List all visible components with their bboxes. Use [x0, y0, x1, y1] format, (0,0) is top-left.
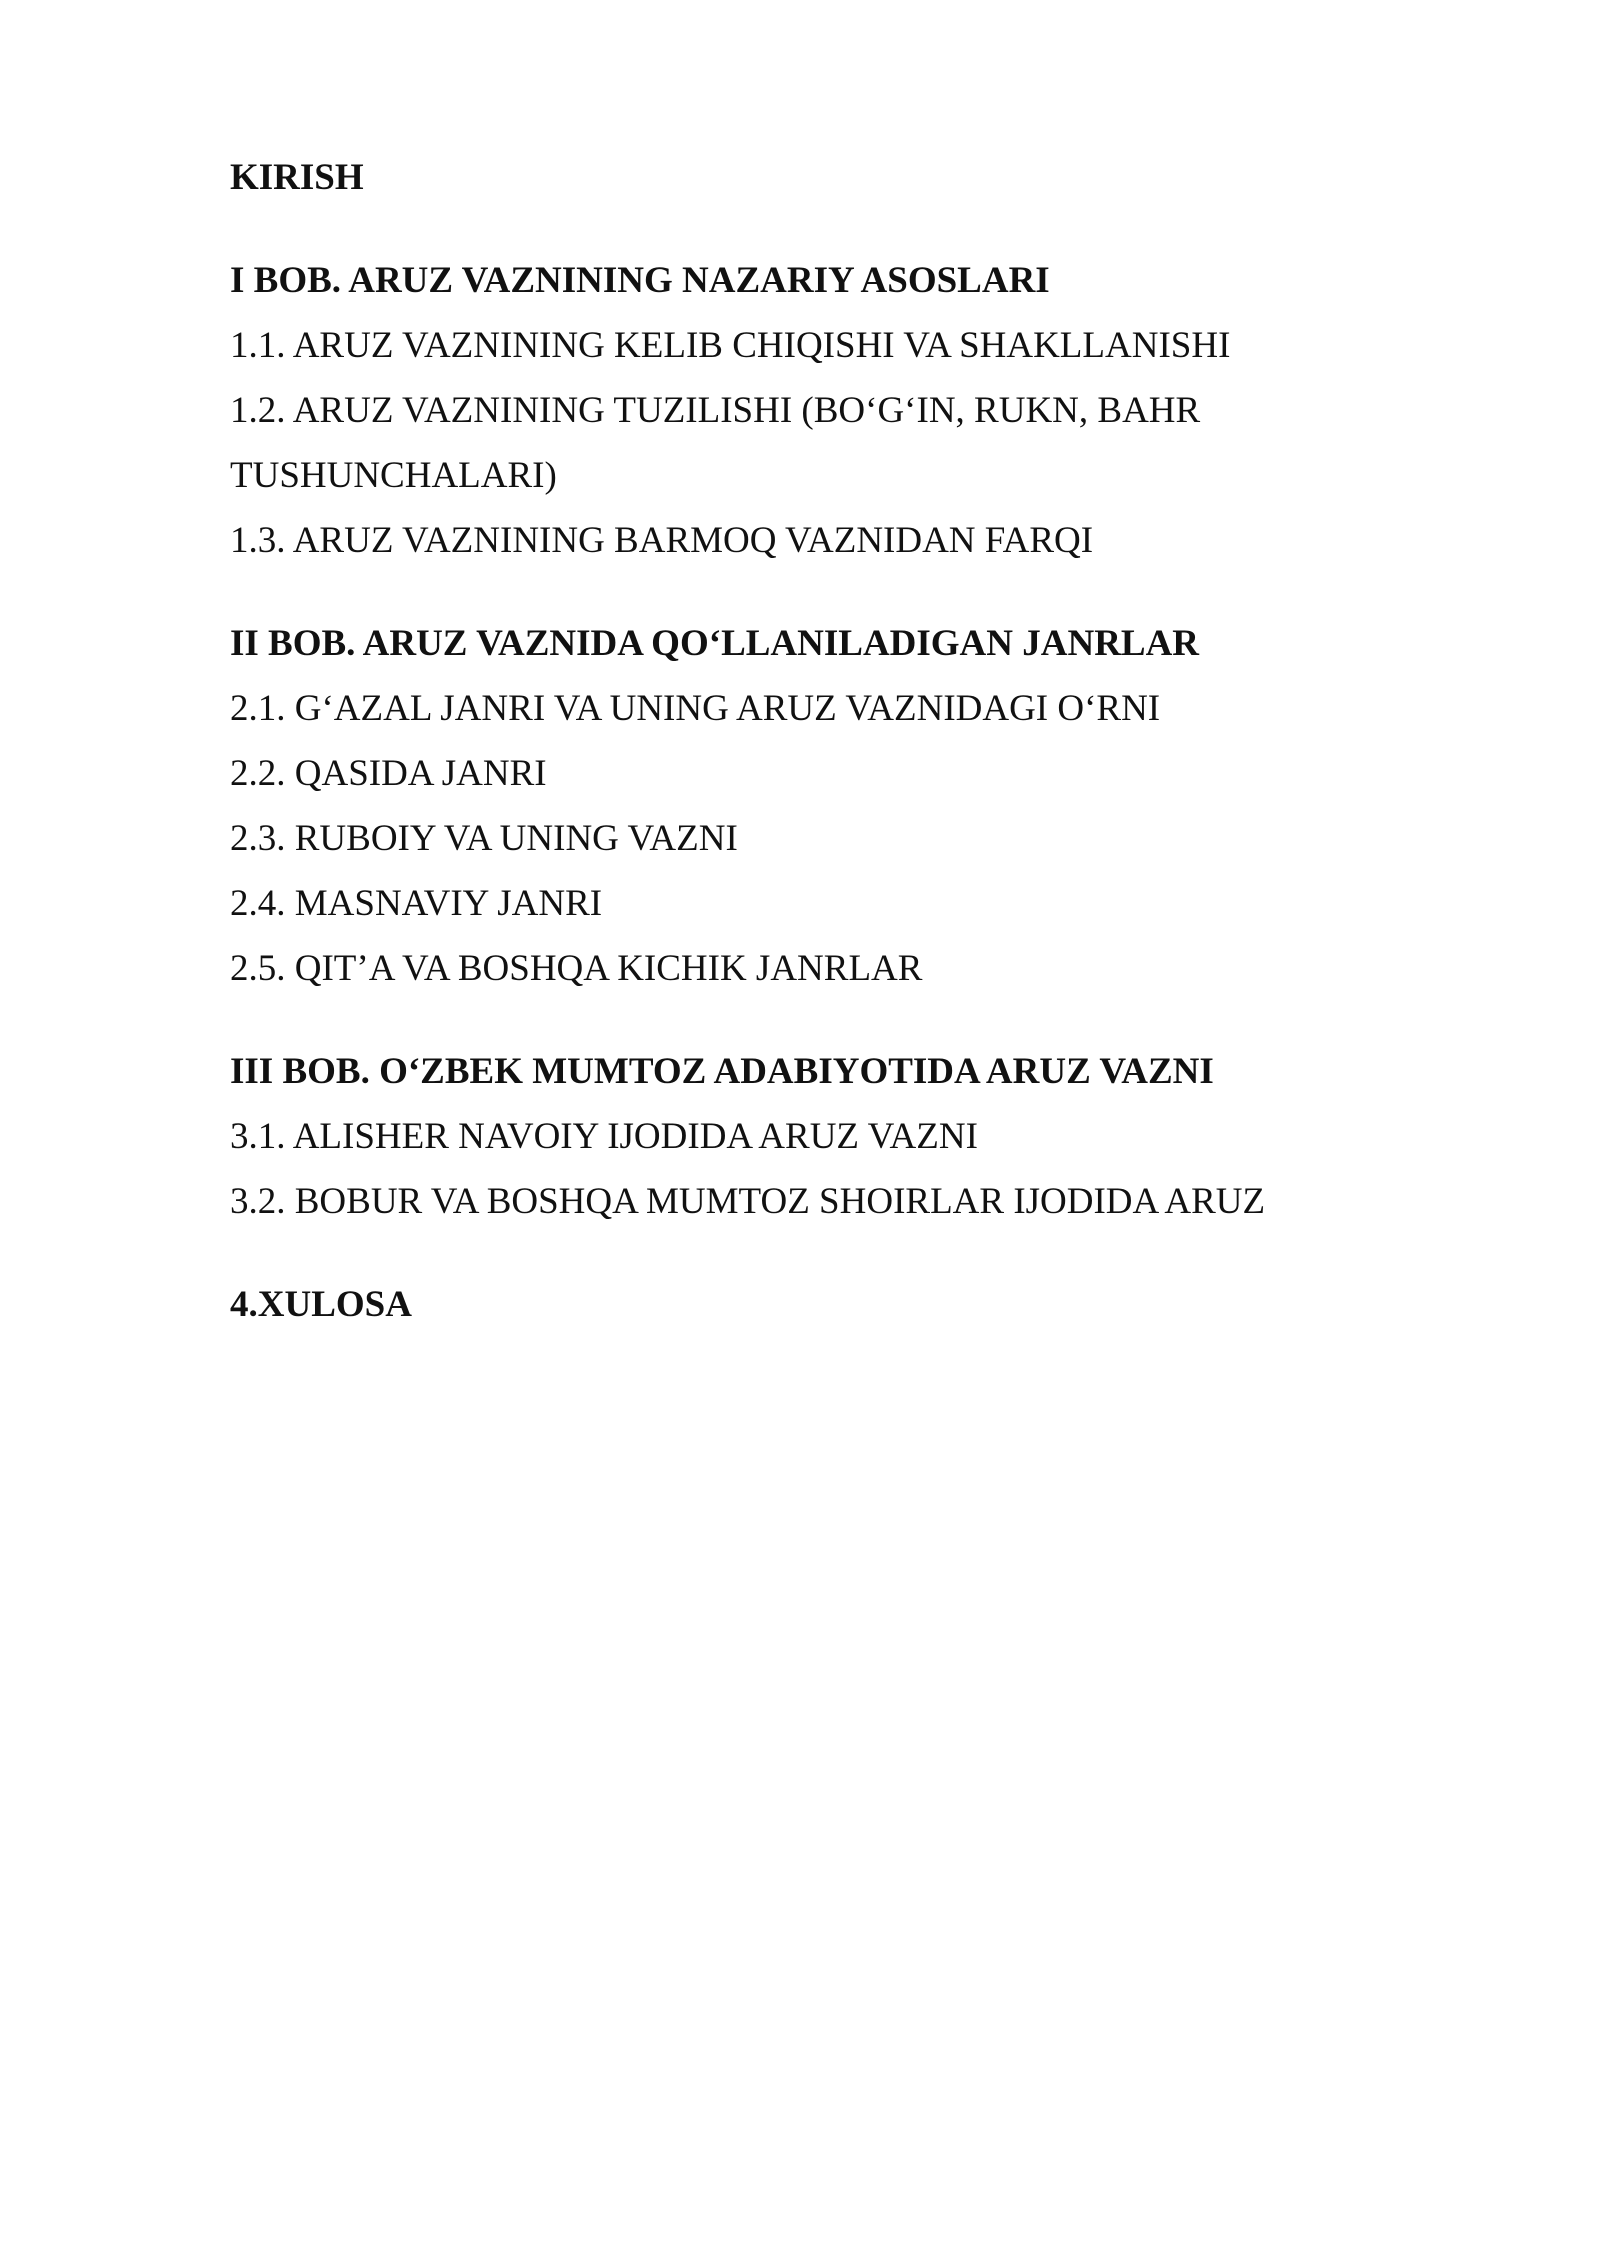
- toc-item-2-5: 2.5. QIT’A VA BOSHQA KICHIK JANRLAR: [230, 948, 923, 989]
- toc-item-2-1: 2.1. G‘AZAL JANRI VA UNING ARUZ VAZNIDAGI O‘RNI: [230, 688, 1161, 729]
- toc-item-1-1: 1.1. ARUZ VAZNINING KELIB CHIQISHI VA SHAKLLANISHI: [230, 325, 1231, 366]
- toc-item-2-3: 2.3. RUBOIY VA UNING VAZNI: [230, 818, 738, 859]
- toc-item-1-2: 1.2. ARUZ VAZNINING TUZILISHI (BO‘G‘IN, RUKN, BAHR TUSHUNCHALARI): [230, 390, 1201, 496]
- toc-heading-conclusion: 4.XULOSA: [230, 1284, 412, 1325]
- table-of-contents: [230, 145, 1380, 1337]
- toc-item-3-2: 3.2. BOBUR VA BOSHQA MUMTOZ SHOIRLAR IJODIDA ARUZ: [230, 1181, 1266, 1222]
- toc-item-2-2: 2.2. QASIDA JANRI: [230, 753, 547, 794]
- toc-item-3-1: 3.1. ALISHER NAVOIY IJODIDA ARUZ VAZNI: [230, 1116, 978, 1157]
- toc-heading-chapter-1: I BOB. ARUZ VAZNINING NAZARIY ASOSLARI: [230, 260, 1050, 301]
- toc-heading-chapter-2: II BOB. ARUZ VAZNIDA QO‘LLANILADIGAN JANRLAR: [230, 623, 1200, 664]
- toc-heading-chapter-3: III BOB. O‘ZBEK MUMTOZ ADABIYOTIDA ARUZ VAZNI: [230, 1051, 1214, 1092]
- toc-heading-intro: KIRISH: [230, 157, 364, 198]
- toc-item-2-4: 2.4. MASNAVIY JANRI: [230, 883, 603, 924]
- toc-item-1-3: 1.3. ARUZ VAZNINING BARMOQ VAZNIDAN FARQI: [230, 520, 1094, 561]
